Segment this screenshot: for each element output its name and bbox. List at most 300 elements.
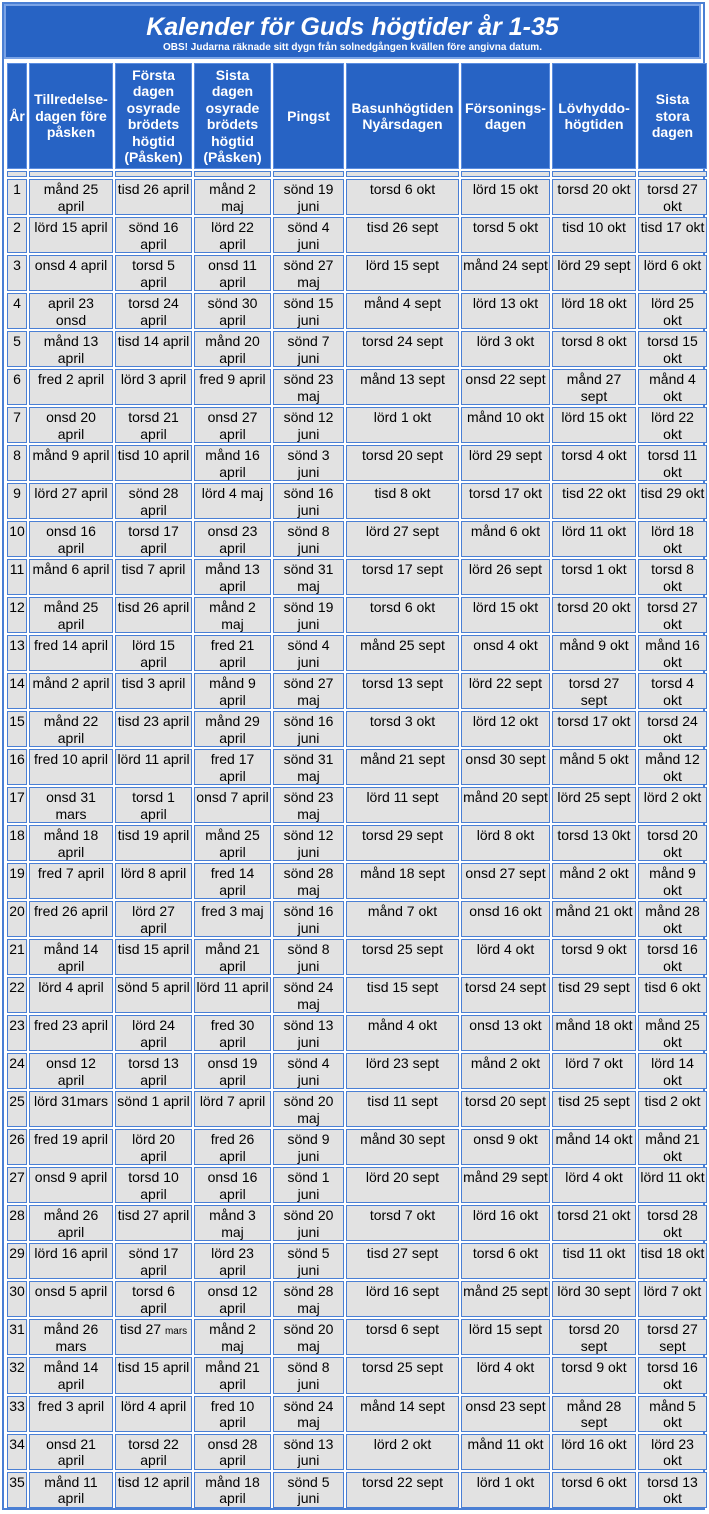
- date-cell: fred 26 april: [194, 1129, 271, 1165]
- date-cell: tisd 27 mars: [115, 1319, 192, 1355]
- date-cell: sönd 24 maj: [273, 977, 344, 1013]
- date-cell: sönd 23 maj: [273, 787, 344, 823]
- year-cell: 9: [7, 483, 27, 519]
- date-cell: torsd 20 sept: [552, 1319, 636, 1355]
- date-cell: lörd 7 april: [194, 1091, 271, 1127]
- date-cell: sönd 15 juni: [273, 293, 344, 329]
- date-cell: månd 11 april: [29, 1472, 113, 1508]
- date-cell: sönd 1 juni: [273, 1167, 344, 1203]
- date-cell: månd 13 april: [194, 559, 271, 595]
- date-cell: lörd 16 april: [29, 1243, 113, 1279]
- year-cell: 20: [7, 901, 27, 937]
- year-cell: 25: [7, 1091, 27, 1127]
- year-cell: 6: [7, 369, 27, 405]
- date-cell: lörd 8 april: [115, 863, 192, 899]
- date-cell: torsd 10 april: [115, 1167, 192, 1203]
- date-cell: månd 6 april: [29, 559, 113, 595]
- date-cell: tisd 29 okt: [638, 483, 707, 519]
- date-cell: tisd 26 sept: [346, 217, 459, 253]
- date-cell: sönd 31 maj: [273, 559, 344, 595]
- date-cell: tisd 2 okt: [638, 1091, 707, 1127]
- date-cell: lörd 4 maj: [194, 483, 271, 519]
- date-cell: lörd 29 sept: [552, 255, 636, 291]
- year-cell: 28: [7, 1205, 27, 1241]
- column-header: År: [7, 63, 27, 169]
- date-cell: månd 28 sept: [552, 1396, 636, 1432]
- date-cell: fred 3 april: [29, 1396, 113, 1432]
- date-cell: månd 25 sept: [461, 1281, 550, 1317]
- date-cell: fred 9 april: [194, 369, 271, 405]
- date-cell: månd 20 sept: [461, 787, 550, 823]
- date-cell: månd 11 okt: [461, 1434, 550, 1470]
- date-cell: lörd 3 okt: [461, 331, 550, 367]
- date-cell: onsd 31 mars: [29, 787, 113, 823]
- date-cell: månd 14 sept: [346, 1396, 459, 1432]
- table-row: [7, 1129, 707, 1165]
- date-cell: månd 21 sept: [346, 749, 459, 785]
- date-cell: lörd 6 okt: [638, 255, 707, 291]
- date-cell: sönd 31 maj: [273, 749, 344, 785]
- date-cell: onsd 9 april: [29, 1167, 113, 1203]
- date-cell: onsd 12 april: [29, 1053, 113, 1089]
- date-cell: onsd 13 okt: [461, 1015, 550, 1051]
- date-cell: lörd 11 okt: [638, 1167, 707, 1203]
- date-cell: sönd 13 juni: [273, 1015, 344, 1051]
- date-cell: lörd 23 april: [194, 1243, 271, 1279]
- table-row: [7, 673, 707, 709]
- date-cell: fred 23 april: [29, 1015, 113, 1051]
- date-cell: lörd 1 okt: [461, 1472, 550, 1508]
- year-cell: 22: [7, 977, 27, 1013]
- date-cell: månd 24 sept: [461, 255, 550, 291]
- date-cell: onsd 12 april: [194, 1281, 271, 1317]
- table-row: [7, 255, 707, 291]
- date-cell: onsd 4 okt: [461, 635, 550, 671]
- column-header: Tillredelse-dagen före påsken: [29, 63, 113, 169]
- date-cell: månd 20 april: [194, 331, 271, 367]
- date-cell: onsd 4 april: [29, 255, 113, 291]
- date-cell: torsd 6 okt: [346, 597, 459, 633]
- date-cell: lörd 4 april: [115, 1396, 192, 1432]
- date-cell: onsd 7 april: [194, 787, 271, 823]
- date-cell: lörd 8 okt: [461, 825, 550, 861]
- year-cell: 7: [7, 407, 27, 443]
- date-cell: torsd 20 okt: [638, 825, 707, 861]
- table-row: [7, 559, 707, 595]
- date-cell: sönd 16 juni: [273, 483, 344, 519]
- date-cell: lörd 7 okt: [552, 1053, 636, 1089]
- date-cell: torsd 1 april: [115, 787, 192, 823]
- date-cell: lörd 26 sept: [461, 559, 550, 595]
- date-cell: onsd 19 april: [194, 1053, 271, 1089]
- date-cell: sönd 20 maj: [273, 1091, 344, 1127]
- year-cell: 4: [7, 293, 27, 329]
- date-cell: sönd 20 juni: [273, 1205, 344, 1241]
- table-row: [7, 1053, 707, 1089]
- date-cell: lörd 2 okt: [638, 787, 707, 823]
- table-row: [7, 825, 707, 861]
- date-cell: torsd 24 sept: [461, 977, 550, 1013]
- date-cell: lörd 16 sept: [346, 1281, 459, 1317]
- date-cell: månd 16 okt: [638, 635, 707, 671]
- date-cell: sönd 27 maj: [273, 255, 344, 291]
- table-row: [7, 483, 707, 519]
- column-header: Pingst: [273, 63, 344, 169]
- date-cell: sönd 4 juni: [273, 635, 344, 671]
- date-cell: månd 14 april: [29, 939, 113, 975]
- date-cell: månd 26 mars: [29, 1319, 113, 1355]
- date-cell: tisd 29 sept: [552, 977, 636, 1013]
- date-cell: månd 29 sept: [461, 1167, 550, 1203]
- date-cell: lörd 15 sept: [461, 1319, 550, 1355]
- date-cell: fred 10 april: [29, 749, 113, 785]
- date-cell: torsd 13 april: [115, 1053, 192, 1089]
- date-cell: lörd 20 sept: [346, 1167, 459, 1203]
- date-cell: lörd 15 april: [29, 217, 113, 253]
- date-cell: torsd 15 okt: [638, 331, 707, 367]
- date-cell: lörd 11 april: [115, 749, 192, 785]
- date-cell: onsd 16 april: [194, 1167, 271, 1203]
- date-cell: torsd 1 okt: [552, 559, 636, 595]
- date-cell: torsd 16 okt: [638, 939, 707, 975]
- date-cell: månd 21 april: [194, 1357, 271, 1393]
- date-cell: sönd 27 maj: [273, 673, 344, 709]
- date-cell: månd 25 april: [194, 825, 271, 861]
- date-cell: fred 17 april: [194, 749, 271, 785]
- date-cell: lörd 20 april: [115, 1129, 192, 1165]
- date-cell: torsd 27 okt: [638, 179, 707, 215]
- date-cell: lörd 27 sept: [346, 521, 459, 557]
- date-cell: lörd 4 okt: [461, 939, 550, 975]
- date-cell: månd 9 okt: [552, 635, 636, 671]
- column-header: Sista stora dagen: [638, 63, 707, 169]
- date-cell: sönd 16 juni: [273, 901, 344, 937]
- date-cell: månd 25 april: [29, 597, 113, 633]
- table-row: [7, 369, 707, 405]
- date-cell: månd 18 april: [194, 1472, 271, 1508]
- date-cell: torsd 24 sept: [346, 331, 459, 367]
- table-row: [7, 1205, 707, 1241]
- page-subtitle: OBS! Judarna räknade sitt dygn från solnedgången kvällen före angivna datum.: [163, 42, 542, 53]
- date-cell: lörd 22 sept: [461, 673, 550, 709]
- date-cell: lörd 2 okt: [346, 1434, 459, 1470]
- date-cell: lörd 15 april: [115, 635, 192, 671]
- date-cell: sönd 17 april: [115, 1243, 192, 1279]
- date-cell: torsd 21 april: [115, 407, 192, 443]
- table-row: [7, 407, 707, 443]
- year-cell: 23: [7, 1015, 27, 1051]
- date-cell: torsd 22 sept: [346, 1472, 459, 1508]
- date-cell: lörd 4 april: [29, 977, 113, 1013]
- year-cell: 34: [7, 1434, 27, 1470]
- date-cell: torsd 6 sept: [346, 1319, 459, 1355]
- table-row: [7, 977, 707, 1013]
- table-row: [7, 445, 707, 481]
- date-cell: månd 5 okt: [638, 1396, 707, 1432]
- date-cell: månd 9 okt: [638, 863, 707, 899]
- date-cell: torsd 22 april: [115, 1434, 192, 1470]
- date-cell: fred 2 april: [29, 369, 113, 405]
- date-cell: månd 2 april: [29, 673, 113, 709]
- table-row: [7, 901, 707, 937]
- date-cell: torsd 25 sept: [346, 939, 459, 975]
- date-cell: torsd 4 okt: [638, 673, 707, 709]
- date-cell: tisd 11 sept: [346, 1091, 459, 1127]
- date-cell: månd 14 april: [29, 1357, 113, 1393]
- date-cell: månd 2 maj: [194, 179, 271, 215]
- year-cell: 1: [7, 179, 27, 215]
- date-cell: sönd 7 juni: [273, 331, 344, 367]
- date-cell: onsd 22 sept: [461, 369, 550, 405]
- table-row: [7, 521, 707, 557]
- date-cell: lörd 15 okt: [552, 407, 636, 443]
- date-cell: lörd 15 sept: [346, 255, 459, 291]
- date-cell: torsd 4 okt: [552, 445, 636, 481]
- title-banner: [4, 4, 701, 59]
- date-cell: månd 18 sept: [346, 863, 459, 899]
- date-cell: sönd 24 maj: [273, 1396, 344, 1432]
- date-cell: fred 3 maj: [194, 901, 271, 937]
- table-row: [7, 1319, 707, 1355]
- year-cell: 17: [7, 787, 27, 823]
- year-cell: 10: [7, 521, 27, 557]
- date-cell: månd 12 okt: [638, 749, 707, 785]
- date-cell: lörd 15 okt: [461, 597, 550, 633]
- date-cell: sönd 8 juni: [273, 1357, 344, 1393]
- date-cell: tisd 11 okt: [552, 1243, 636, 1279]
- date-cell: fred 21 april: [194, 635, 271, 671]
- date-cell: torsd 3 okt: [346, 711, 459, 747]
- date-cell: onsd 9 okt: [461, 1129, 550, 1165]
- date-cell: månd 14 okt: [552, 1129, 636, 1165]
- date-cell: månd 10 okt: [461, 407, 550, 443]
- table-row: [7, 179, 707, 215]
- date-cell: månd 18 okt: [552, 1015, 636, 1051]
- date-cell: torsd 8 okt: [552, 331, 636, 367]
- date-cell: lörd 15 okt: [461, 179, 550, 215]
- date-cell: sönd 28 maj: [273, 1281, 344, 1317]
- year-cell: 14: [7, 673, 27, 709]
- date-cell: tisd 3 april: [115, 673, 192, 709]
- date-cell: sönd 19 juni: [273, 597, 344, 633]
- date-cell: lörd 11 april: [194, 977, 271, 1013]
- table-row: [7, 597, 707, 633]
- date-cell: månd 2 okt: [552, 863, 636, 899]
- date-cell: torsd 17 okt: [461, 483, 550, 519]
- date-cell: onsd 30 sept: [461, 749, 550, 785]
- column-header: Första dagen osyrade brödets högtid (Påsken): [115, 63, 192, 169]
- date-cell: sönd 8 juni: [273, 939, 344, 975]
- date-cell: månd 4 okt: [638, 369, 707, 405]
- date-cell: lörd 31mars: [29, 1091, 113, 1127]
- date-cell: tisd 15 april: [115, 939, 192, 975]
- year-cell: 29: [7, 1243, 27, 1279]
- date-cell: tisd 26 april: [115, 179, 192, 215]
- date-cell: onsd 23 april: [194, 521, 271, 557]
- date-cell: tisd 19 april: [115, 825, 192, 861]
- date-cell: månd 25 okt: [638, 1015, 707, 1051]
- date-cell: torsd 28 okt: [638, 1205, 707, 1241]
- date-cell: torsd 11 okt: [638, 445, 707, 481]
- date-cell: tisd 25 sept: [552, 1091, 636, 1127]
- year-cell: 27: [7, 1167, 27, 1203]
- date-cell: onsd 20 april: [29, 407, 113, 443]
- date-cell: månd 2 maj: [194, 1319, 271, 1355]
- date-cell: torsd 13 0kt: [552, 825, 636, 861]
- date-cell: lörd 1 okt: [346, 407, 459, 443]
- date-cell: lörd 30 sept: [552, 1281, 636, 1317]
- date-cell: sönd 8 juni: [273, 521, 344, 557]
- date-cell: tisd 12 april: [115, 1472, 192, 1508]
- date-cell: tisd 14 april: [115, 331, 192, 367]
- date-cell: lörd 18 okt: [552, 293, 636, 329]
- table-row: [7, 1243, 707, 1279]
- table-row: [7, 1167, 707, 1203]
- table-row: [7, 1281, 707, 1317]
- date-cell: månd 28 okt: [638, 901, 707, 937]
- year-cell: 15: [7, 711, 27, 747]
- date-cell: torsd 20 okt: [552, 597, 636, 633]
- date-cell: torsd 21 okt: [552, 1205, 636, 1241]
- table-row: [7, 1396, 707, 1432]
- date-cell: lörd 23 sept: [346, 1053, 459, 1089]
- date-cell: fred 7 april: [29, 863, 113, 899]
- year-cell: 18: [7, 825, 27, 861]
- date-cell: sönd 12 juni: [273, 407, 344, 443]
- date-cell: sönd 28 maj: [273, 863, 344, 899]
- year-cell: 3: [7, 255, 27, 291]
- date-cell: sönd 5 april: [115, 977, 192, 1013]
- date-cell: tisd 8 okt: [346, 483, 459, 519]
- date-cell: sönd 13 juni: [273, 1434, 344, 1470]
- date-cell: torsd 20 sept: [346, 445, 459, 481]
- date-cell: fred 26 april: [29, 901, 113, 937]
- table-row: [7, 1015, 707, 1051]
- column-header: Basunhögtiden Nyårsdagen: [346, 63, 459, 169]
- year-cell: 31: [7, 1319, 27, 1355]
- date-cell: torsd 16 okt: [638, 1357, 707, 1393]
- date-cell: månd 4 sept: [346, 293, 459, 329]
- date-cell: månd 30 sept: [346, 1129, 459, 1165]
- date-cell: tisd 23 april: [115, 711, 192, 747]
- date-cell: sönd 1 april: [115, 1091, 192, 1127]
- date-cell: lörd 4 okt: [461, 1357, 550, 1393]
- date-cell: månd 5 okt: [552, 749, 636, 785]
- date-cell: onsd 21 april: [29, 1434, 113, 1470]
- date-cell: fred 30 april: [194, 1015, 271, 1051]
- date-cell: torsd 6 okt: [552, 1472, 636, 1508]
- date-cell: tisd 22 okt: [552, 483, 636, 519]
- date-cell: sönd 3 juni: [273, 445, 344, 481]
- date-cell: torsd 17 sept: [346, 559, 459, 595]
- date-cell: lörd 22 okt: [638, 407, 707, 443]
- date-cell: torsd 5 okt: [461, 217, 550, 253]
- date-cell: tisd 26 april: [115, 597, 192, 633]
- date-cell: månd 26 april: [29, 1205, 113, 1241]
- date-cell: torsd 13 sept: [346, 673, 459, 709]
- date-cell: månd 29 april: [194, 711, 271, 747]
- date-cell: sönd 23 maj: [273, 369, 344, 405]
- date-cell: torsd 9 okt: [552, 939, 636, 975]
- date-cell: onsd 23 sept: [461, 1396, 550, 1432]
- table-row: [7, 217, 707, 253]
- date-cell: sönd 4 juni: [273, 217, 344, 253]
- date-cell: torsd 8 okt: [638, 559, 707, 595]
- date-cell: månd 7 okt: [346, 901, 459, 937]
- date-cell: onsd 16 april: [29, 521, 113, 557]
- year-cell: 21: [7, 939, 27, 975]
- column-header: Sista dagen osyrade brödets högtid (Påsken): [194, 63, 271, 169]
- date-cell: tisd 15 sept: [346, 977, 459, 1013]
- year-cell: 11: [7, 559, 27, 595]
- year-cell: 35: [7, 1472, 27, 1508]
- date-cell: lörd 25 sept: [552, 787, 636, 823]
- date-cell: månd 21 april: [194, 939, 271, 975]
- year-cell: 30: [7, 1281, 27, 1317]
- year-cell: 13: [7, 635, 27, 671]
- date-cell: torsd 27 okt: [638, 597, 707, 633]
- date-cell: lörd 16 okt: [461, 1205, 550, 1241]
- date-cell: torsd 24 okt: [638, 711, 707, 747]
- date-cell: april 23 onsd: [29, 293, 113, 329]
- date-cell: lörd 11 sept: [346, 787, 459, 823]
- year-cell: 33: [7, 1396, 27, 1432]
- date-cell: sönd 5 juni: [273, 1243, 344, 1279]
- date-cell: månd 16 april: [194, 445, 271, 481]
- date-cell: sönd 30 april: [194, 293, 271, 329]
- date-cell: lörd 12 okt: [461, 711, 550, 747]
- date-cell: lörd 24 april: [115, 1015, 192, 1051]
- date-cell: månd 2 okt: [461, 1053, 550, 1089]
- date-cell: månd 21 okt: [638, 1129, 707, 1165]
- date-cell: torsd 17 april: [115, 521, 192, 557]
- table-row: [7, 1472, 707, 1508]
- date-cell: tisd 27 april: [115, 1205, 192, 1241]
- date-cell: sönd 12 juni: [273, 825, 344, 861]
- date-cell: lörd 16 okt: [552, 1434, 636, 1470]
- year-cell: 2: [7, 217, 27, 253]
- table-row: [7, 1357, 707, 1393]
- date-cell: månd 2 maj: [194, 597, 271, 633]
- date-cell: lörd 4 okt: [552, 1167, 636, 1203]
- date-cell: tisd 18 okt: [638, 1243, 707, 1279]
- date-cell: fred 14 april: [194, 863, 271, 899]
- spacer-row: [7, 171, 707, 177]
- table-row: [7, 293, 707, 329]
- date-cell: tisd 17 okt: [638, 217, 707, 253]
- date-cell: tisd 10 april: [115, 445, 192, 481]
- date-cell: torsd 6 okt: [461, 1243, 550, 1279]
- date-cell: torsd 13 okt: [638, 1472, 707, 1508]
- date-cell: sönd 9 juni: [273, 1129, 344, 1165]
- date-cell: torsd 17 okt: [552, 711, 636, 747]
- date-cell: lörd 25 okt: [638, 293, 707, 329]
- date-cell: månd 4 okt: [346, 1015, 459, 1051]
- date-cell: tisd 27 sept: [346, 1243, 459, 1279]
- date-cell: torsd 6 april: [115, 1281, 192, 1317]
- date-cell: torsd 25 sept: [346, 1357, 459, 1393]
- date-cell: lörd 27 april: [115, 901, 192, 937]
- date-cell: lörd 29 sept: [461, 445, 550, 481]
- date-cell: lörd 14 okt: [638, 1053, 707, 1089]
- date-cell: torsd 6 okt: [346, 179, 459, 215]
- date-cell: månd 21 okt: [552, 901, 636, 937]
- date-cell: torsd 9 okt: [552, 1357, 636, 1393]
- date-cell: tisd 15 april: [115, 1357, 192, 1393]
- date-cell: månd 25 april: [29, 179, 113, 215]
- date-cell: månd 22 april: [29, 711, 113, 747]
- date-cell: tisd 6 okt: [638, 977, 707, 1013]
